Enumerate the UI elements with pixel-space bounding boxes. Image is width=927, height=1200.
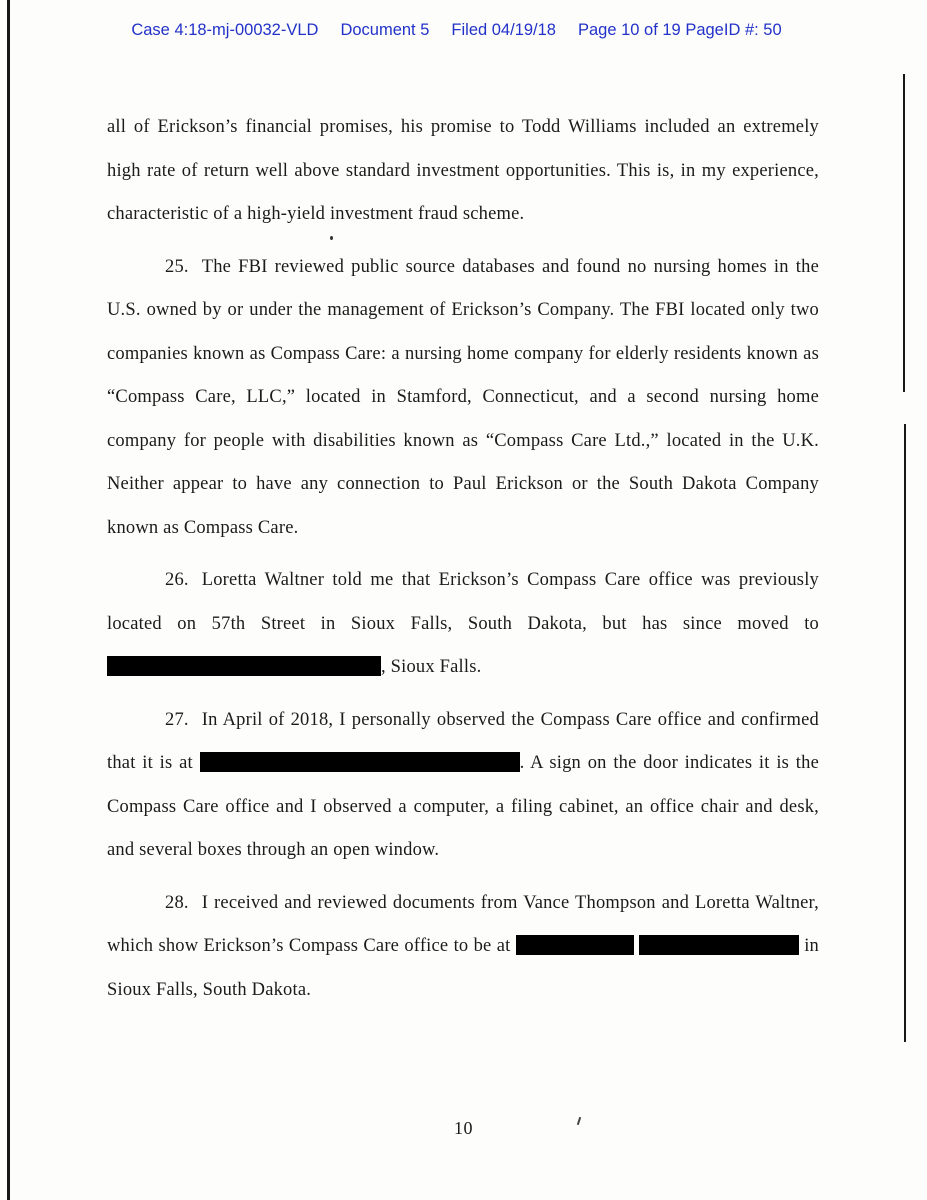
paragraph-text: In April of 2018, I personally observed the Compass Care office and confirmed that it is at [107, 709, 819, 773]
document-body [107, 106, 819, 1012]
page-number: 10 [454, 1118, 473, 1138]
redaction-bar [200, 752, 520, 772]
redaction-bar [639, 935, 799, 955]
paragraph-continuation [107, 106, 819, 237]
paragraph-number: 27. [165, 709, 189, 730]
scan-edge-line-left [7, 0, 10, 1200]
paragraph-text: Loretta Waltner told me that Erickson’s Compass Care office was previously located on 57th Street in Sioux Falls, South Dakota, but has since moved to [107, 570, 819, 634]
paragraph-text: . A sign on the door indicates it is the Compass Care office and I observed a computer, a filing cabinet, an office chair and desk, and several boxes through an open window. [107, 753, 819, 860]
paragraph-25 [107, 246, 819, 551]
paragraph-text: all of Erickson’s financial promises, his promise to Todd Williams included an extremely high rate of return well above standard investment opportunities. This is, in my experience, characteristic of a high-yield investment fraud scheme. [107, 117, 819, 224]
stamp-filed-date: Filed 04/19/18 [451, 21, 556, 39]
redaction-bar [107, 656, 381, 676]
paragraph-text: I received and reviewed documents from Vance Thompson and Loretta Waltner, which show Erickson’s Compass Care office to be at [107, 892, 819, 956]
paragraph-text: in Sioux Falls, South Dakota. [107, 936, 820, 1000]
case-header-stamp [0, 21, 913, 40]
scan-edge-line-right [904, 424, 906, 1042]
paragraph-number: 28. [165, 892, 189, 913]
redaction-bar [516, 935, 634, 955]
paragraph-number: 26. [165, 570, 189, 590]
paragraph-26 [107, 559, 819, 690]
stamp-case-number: Case 4:18-mj-00032-VLD [131, 21, 319, 39]
scan-edge-line-right [903, 74, 905, 392]
paragraph-number: 25. [165, 256, 189, 277]
paragraph-27 [107, 699, 819, 873]
paragraph-28 [107, 882, 819, 1013]
paragraph-text: The FBI reviewed public source databases and found no nursing homes in the U.S. owned by or under the management of Erickson’s Company. The FBI located only two companies known as Compass Care: a nursing home company for elderly residents known as “Compass Care, LLC,” located in Stamford, Connecticut, and a second nursing home company for people with disabilities known as “Compass Care Ltd.,” located in the U.K. Neither appear to have any connection to Paul Erickson or the South Dakota Company known as Compass Care. [107, 256, 819, 538]
paragraph-text: , Sioux Falls. [381, 657, 482, 677]
stamp-page-info: Page 10 of 19 PageID #: 50 [577, 21, 782, 39]
stamp-document-number: Document 5 [340, 21, 430, 39]
